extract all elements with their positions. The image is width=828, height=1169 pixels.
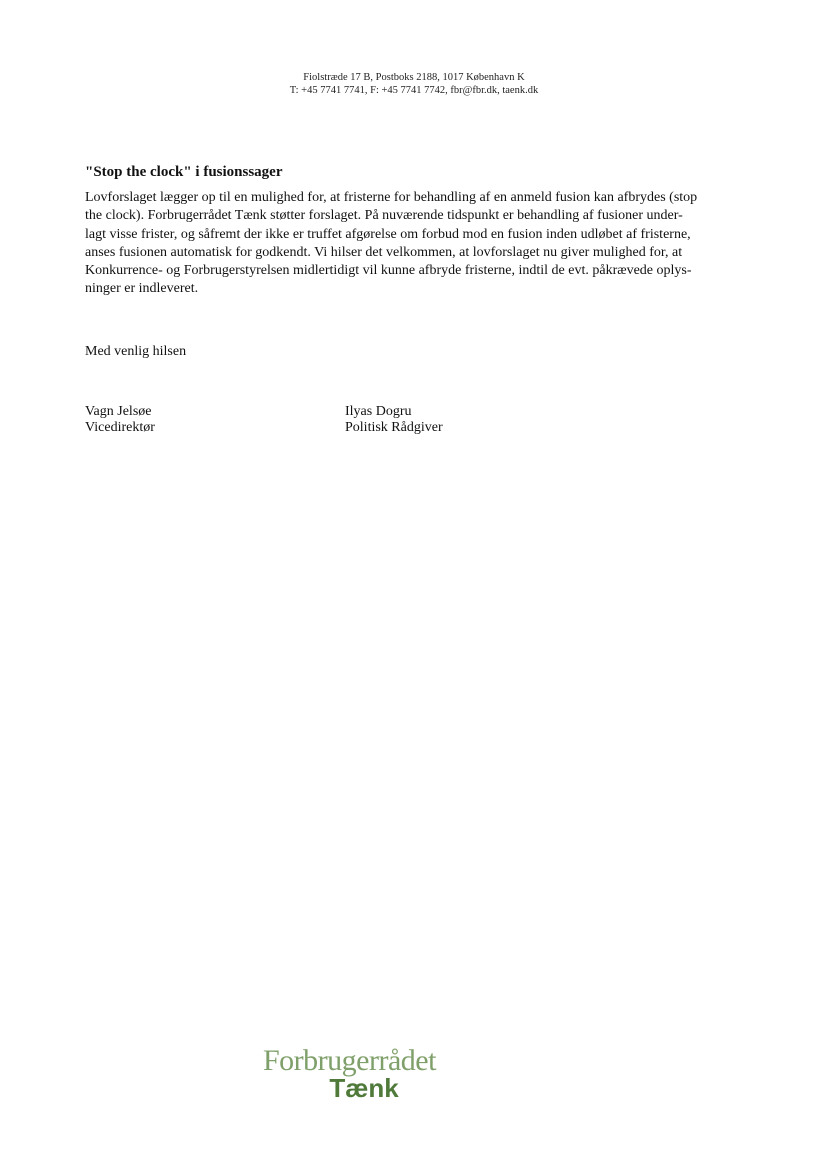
body-paragraph <box>85 189 745 299</box>
letterhead <box>0 71 828 97</box>
closing-greeting: Med venlig hilsen <box>85 344 187 359</box>
paragraph-line: lagt visse frister, og såfremt der ikke er truffet afgørelse om forbud mod en fusion inden udløbet af fristerne, <box>85 226 691 242</box>
paragraph-line: Lovforslaget lægger op til en mulighed for, at fristerne for behandling af en anmeld fusion kan afbrydes (stop <box>85 190 698 205</box>
signature-block-1 <box>85 404 155 436</box>
paragraph-line: Konkurrence- og Forbrugerstyrelsen midlertidigt vil kunne afbryde fristerne, indtil de evt. påkrævede oplys- <box>85 263 692 279</box>
paragraph-line: ninger er indleveret. <box>85 281 199 297</box>
section-title: "Stop the clock" i fusionssager <box>85 164 283 180</box>
logo-text-top: Forbrugerrådet <box>263 1044 436 1077</box>
signer-title: Politisk Rådgiver <box>345 420 443 435</box>
paragraph-line: anses fusionen automatisk for godkendt. Vi hilser det velkommen, at lovforslaget nu giver mulighed for, at <box>85 244 683 260</box>
signer-name: Ilyas Dogru <box>345 404 412 419</box>
logo-text-bottom: Tænk <box>329 1073 399 1103</box>
brand-logo <box>263 1044 463 1101</box>
paragraph-line: the clock). Forbrugerrådet Tænk støtter forslaget. På nuværende tidspunkt er behandling af fusioner under- <box>85 208 683 224</box>
signature-block-2 <box>345 404 443 436</box>
signer-title: Vicedirektør <box>85 420 155 435</box>
letterhead-address: Fiolstræde 17 B, Postboks 2188, 1017 København K <box>303 72 525 83</box>
letterhead-contact: T: +45 7741 7741, F: +45 7741 7742, fbr@fbr.dk, taenk.dk <box>289 85 539 96</box>
signer-name: Vagn Jelsøe <box>85 404 152 419</box>
